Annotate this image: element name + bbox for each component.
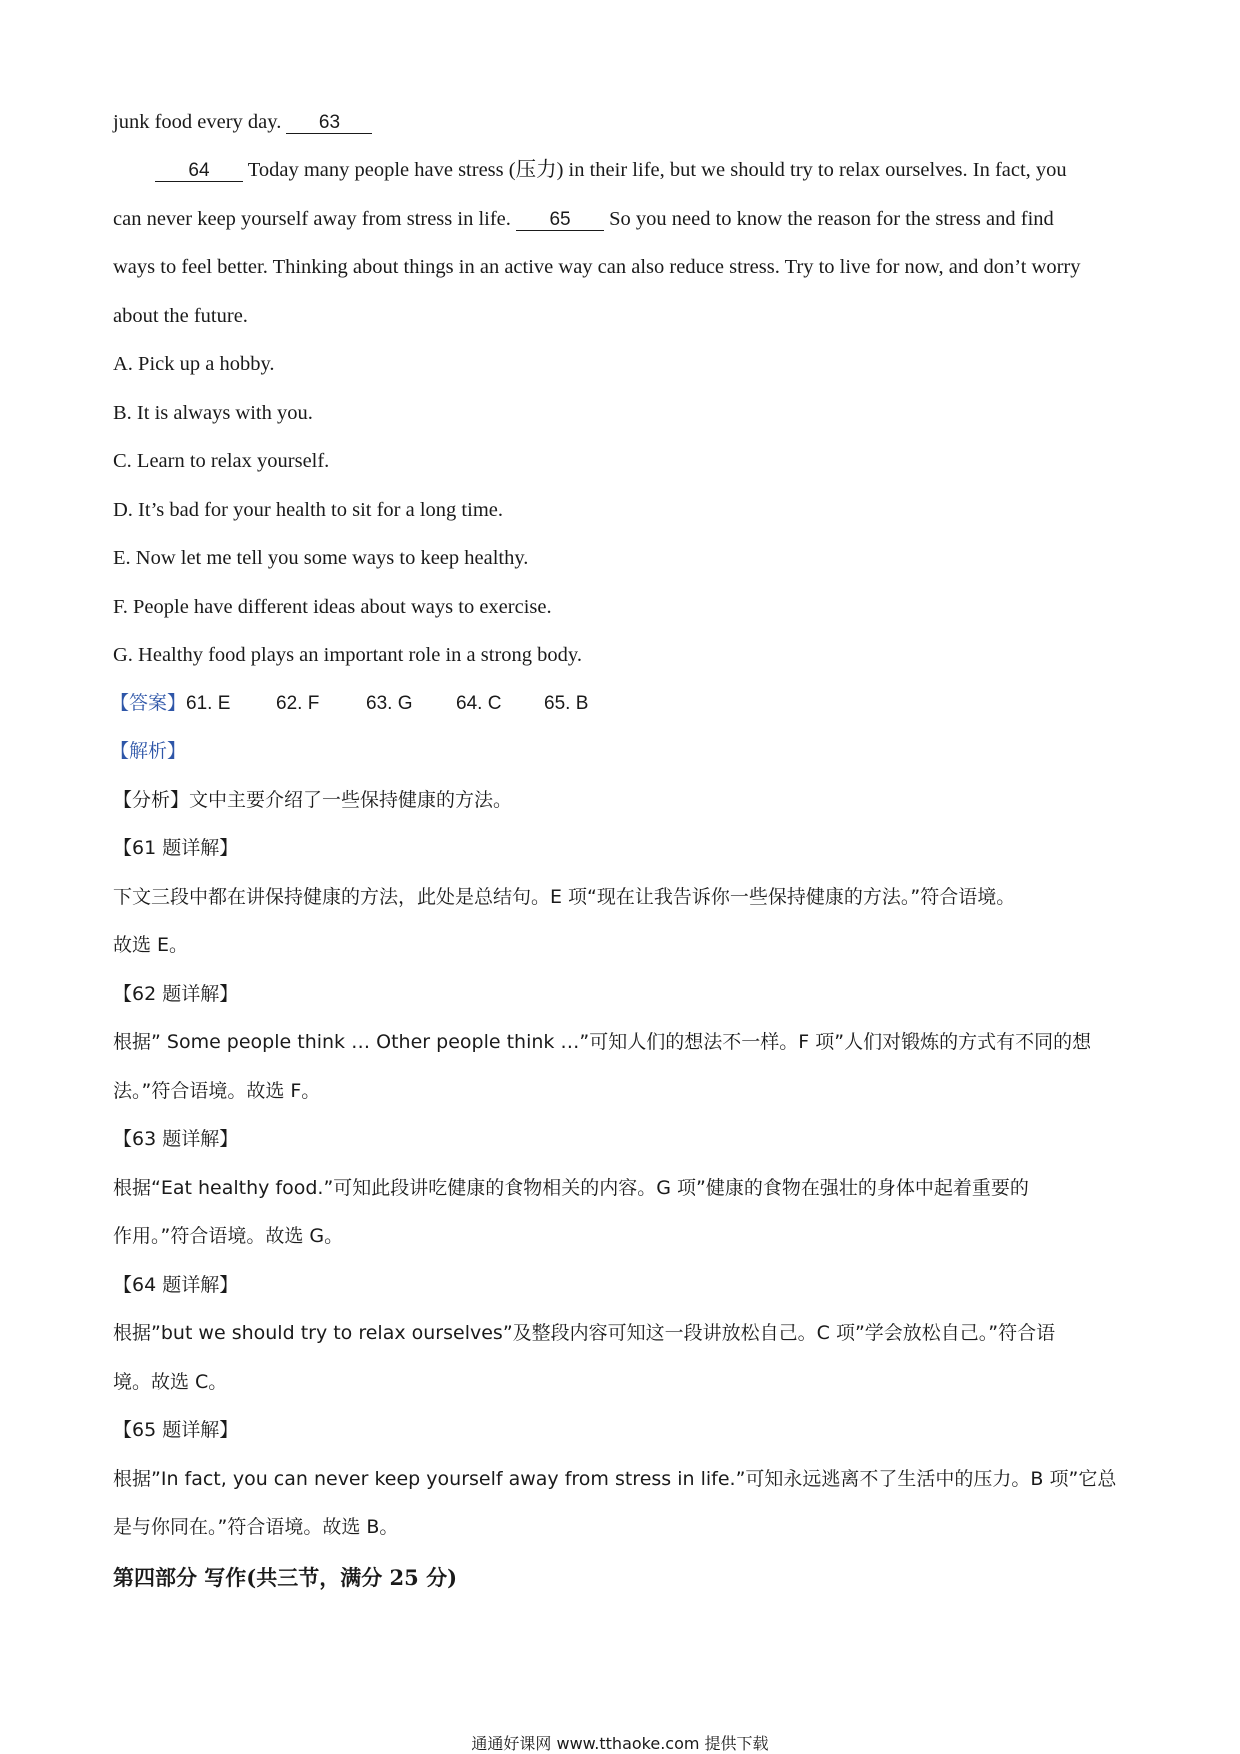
q63-text-2: 作用。”符合语境。故选 G。 [113, 1225, 344, 1247]
passage-text: can never keep yourself away from stress in life. [113, 208, 517, 230]
q64-text-1: 根据”but we should try to relax ourselves”及整段内容可知这一段讲放松自己。C 项”学会放松自己。”符合语 [113, 1322, 1056, 1344]
option-g: G. Healthy food plays an important role in a strong body. [113, 644, 582, 666]
passage-text: junk food every day. [113, 111, 287, 133]
q62-text-1: 根据” Some people think … Other people think …”可知人们的想法不一样。F 项”人们对锻炼的方式有不同的想 [113, 1031, 1092, 1053]
q61-text-1: 下文三段中都在讲保持健康的方法，此处是总结句。E 项“现在让我告诉你一些保持健康的方法。”符合语境。 [113, 886, 1016, 908]
passage-line-4: ways to feel better. Thinking about things in an active way can also reduce stress. Try to live for now, and don’t worry [113, 256, 1081, 278]
q63-text-1: 根据“Eat healthy food.”可知此段讲吃健康的食物相关的内容。G 项”健康的食物在强壮的身体中起着重要的 [113, 1177, 1029, 1199]
q64-title: 【64 题详解】 [113, 1274, 239, 1296]
option-f: F. People have different ideas about ways to exercise. [113, 596, 552, 618]
option-c: C. Learn to relax yourself. [113, 450, 330, 472]
q61-text-2: 故选 E。 [113, 934, 189, 956]
q63-title: 【63 题详解】 [113, 1128, 239, 1150]
q62-title: 【62 题详解】 [113, 983, 239, 1005]
blank-64: 64 [155, 161, 243, 182]
answer-item: 64. C [456, 693, 502, 714]
q61-title: 【61 题详解】 [113, 837, 239, 859]
analysis-summary: 【分析】文中主要介绍了一些保持健康的方法。 [113, 789, 513, 811]
passage-line-2 [155, 160, 1067, 182]
q65-title: 【65 题详解】 [113, 1419, 239, 1441]
passage-text: So you need to know the reason for the stress and find [604, 208, 1054, 230]
analysis-label: 【解析】 [110, 740, 187, 762]
option-a: A. Pick up a hobby. [113, 353, 275, 375]
answer-label: 【答案】 [110, 692, 187, 714]
answer-item: 61. E [186, 693, 231, 714]
q65-text-2: 是与你同在。”符合语境。故选 B。 [113, 1516, 399, 1538]
answer-line [110, 694, 624, 713]
q62-text-2: 法。”符合语境。故选 F。 [113, 1080, 321, 1102]
answer-item: 65. B [544, 693, 589, 714]
q65-text-1: 根据”In fact, you can never keep yourself away from stress in life.”可知永远逃离不了生活中的压力。B 项”它总 [113, 1468, 1117, 1490]
passage-text: Today many people have stress (压力) in their life, but we should try to relax ourselves. In fact, you [243, 159, 1067, 181]
answer-item: 63. G [366, 693, 413, 714]
passage-line-1 [113, 112, 372, 134]
answer-item: 62. F [276, 693, 320, 714]
section-heading: 第四部分 写作(共三节，满分 25 分) [113, 1565, 458, 1590]
passage-line-5: about the future. [113, 305, 248, 327]
page-footer: 通通好课网 www.tthaoke.com 提供下载 [471, 1734, 769, 1753]
option-b: B. It is always with you. [113, 402, 313, 424]
option-d: D. It’s bad for your health to sit for a long time. [113, 499, 503, 521]
blank-65: 65 [516, 210, 604, 231]
option-e: E. Now let me tell you some ways to keep healthy. [113, 547, 529, 569]
passage-line-3 [113, 209, 1054, 231]
blank-63: 63 [286, 113, 372, 134]
q64-text-2: 境。故选 C。 [113, 1371, 228, 1393]
